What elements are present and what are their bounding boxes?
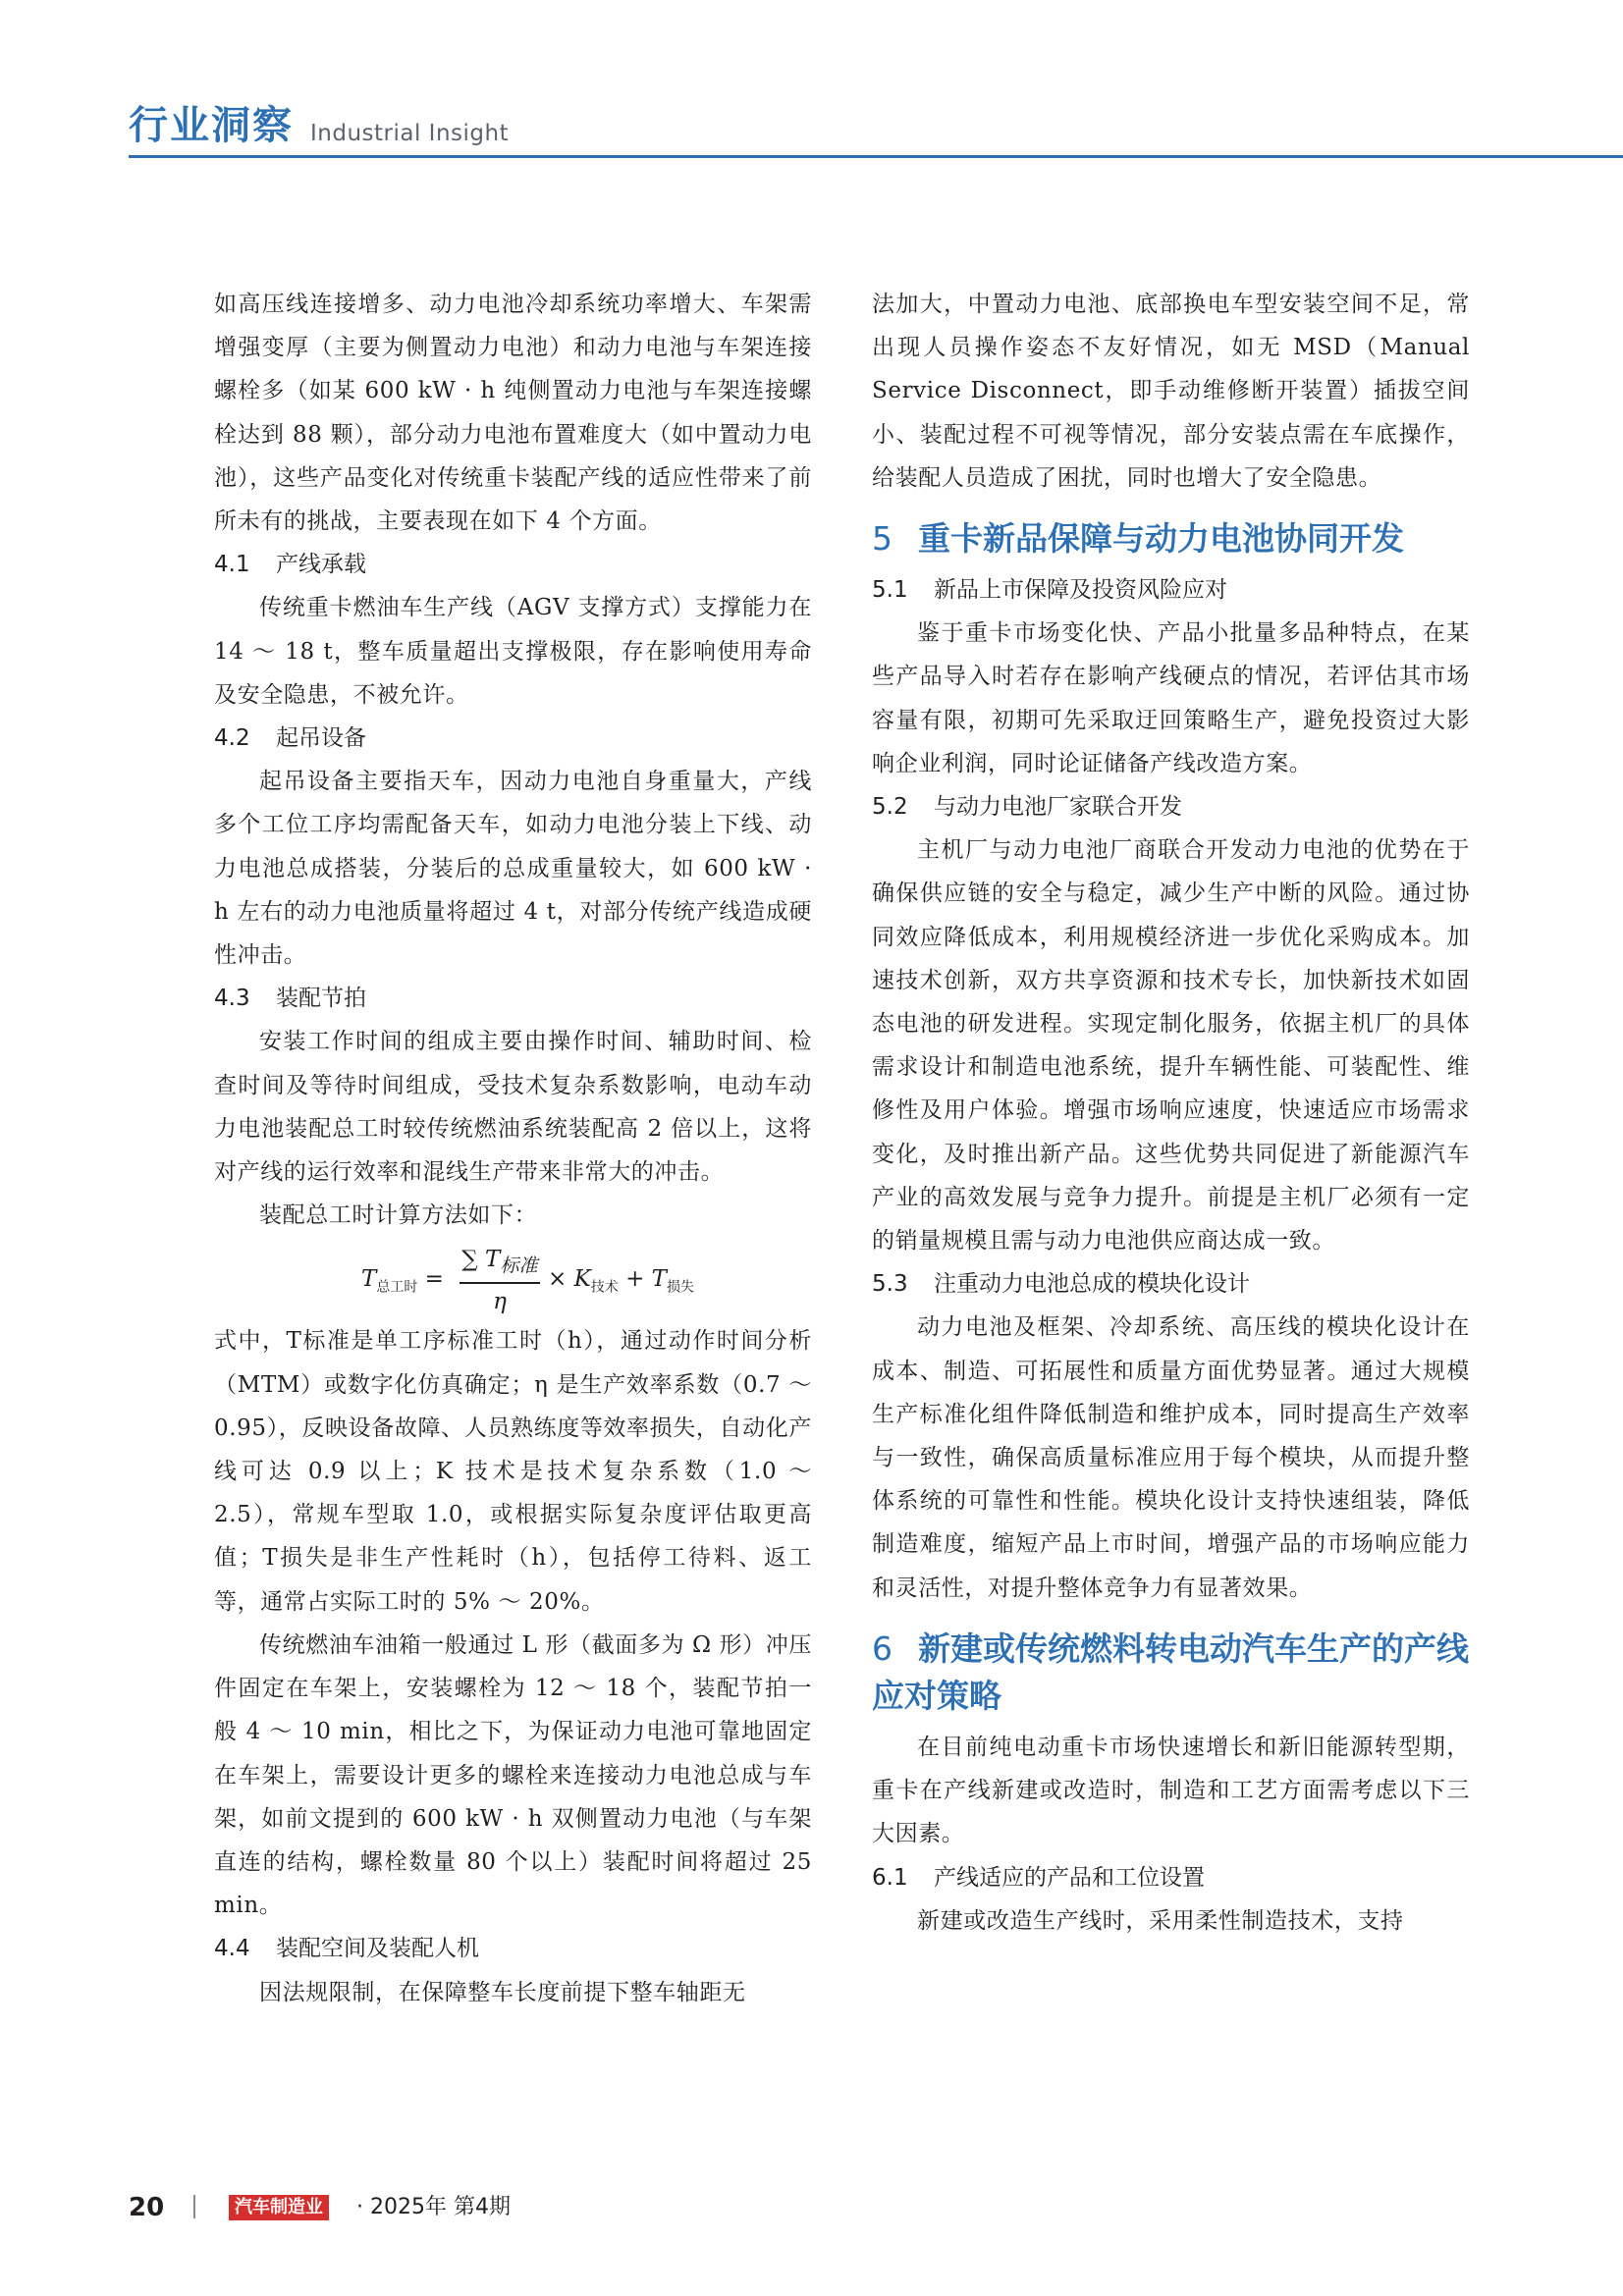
page-footer bbox=[129, 2193, 816, 2232]
paragraph: 安装工作时间的组成主要由操作时间、辅助时间、检查时间及等待时间组成，受技术复杂系数影响，电动车动力电池装配总工时较传统燃油系统装配高 2 倍以上，这将对产线的运行效率和混线生产带来非常大的冲击。 bbox=[214, 1029, 812, 1186]
subsection-heading-6-1 bbox=[872, 1856, 1470, 1899]
paragraph: 动力电池及框架、冷却系统、高压线的模块化设计在成本、制造、可拓展性和质量方面优势显著。通过大规模生产标准化组件降低制造和维护成本，同时提高生产效率与一致性，确保高质量标准应用于每个模块，从而提升整体系统的可靠性和性能。模块化设计支持快速组装，降低制造难度，缩短产品上市时间，增强产品的市场响应能力和灵活性，对提升整体竞争力有显著效果。 bbox=[872, 1314, 1470, 1601]
paragraph: 如高压线连接增多、动力电池冷却系统功率增大、车架需增强变厚（主要为侧置动力电池）和动力电池与车架连接螺栓多（如某 600 kW · h 纯侧置动力电池与车架连接螺栓达到 88 颗），部分动力电池布置难度大（如中置动力电池），这些产品变化对传统重卡装配产线的适应性带来了前所未有的挑战，主要表现在如下 4 个方面。 bbox=[214, 292, 812, 535]
subsection-title: 新品上市保障及投资风险应对 bbox=[934, 577, 1227, 604]
paragraph: 法加大，中置动力电池、底部换电车型安装空间不足，常出现人员操作姿态不友好情况，如无 MSD（Manual Service Disconnect，即手动维修断开装置）插拔空间小、装配过程不可视等情况，部分安装点需在车底操作，给装配人员造成了困扰，同时也增大了安全隐患。 bbox=[872, 292, 1470, 491]
formula-k-term: × K bbox=[548, 1266, 591, 1293]
total-time-formula bbox=[214, 1237, 812, 1319]
formula-k-subscript: 技术 bbox=[590, 1280, 619, 1297]
formula-loss-term: + T bbox=[625, 1266, 668, 1293]
paragraph: 鉴于重卡市场变化快、产品小批量多品种特点，在某些产品导入时若存在影响产线硬点的情况，若评估其市场容量有限，初期可先采取迂回策略生产，避免投资过大影响企业利润，同时论证储备产线改造方案。 bbox=[872, 620, 1470, 776]
journal-logo: 汽车制造业 bbox=[229, 2195, 329, 2220]
formula-fraction bbox=[460, 1245, 540, 1316]
section-title-en: Industrial Insight bbox=[310, 121, 510, 146]
subsection-heading-5-1 bbox=[872, 568, 1470, 612]
paragraph: 传统重卡燃油车生产线（AGV 支撑方式）支撑能力在 14 ～ 18 t，整车质量超出支撑极限，存在影响使用寿命及安全隐患，不被允许。 bbox=[214, 595, 812, 708]
subsection-heading-4-3 bbox=[214, 977, 812, 1020]
subsection-title: 产线适应的产品和工位设置 bbox=[934, 1864, 1205, 1891]
subsection-number: 5.1 bbox=[872, 577, 908, 604]
formula-numerator bbox=[460, 1245, 540, 1281]
subsection-title: 起吊设备 bbox=[276, 725, 366, 752]
formula-rest bbox=[548, 1266, 694, 1297]
paragraph: 起吊设备主要指天车，因动力电池自身重量大，产线多个工位工序均需配备天车，如动力电池分装上下线、动力电池总成搭装，分装后的总成重量较大，如 600 kW · h 左右的动力电池质量将超过 4 t，对部分传统产线造成硬性冲击。 bbox=[214, 769, 812, 969]
subsection-number: 4.3 bbox=[214, 986, 250, 1012]
subsection-title: 注重动力电池总成的模块化设计 bbox=[934, 1271, 1250, 1298]
subsection-heading-4-1 bbox=[214, 543, 812, 586]
formula-loss-subscript: 损失 bbox=[667, 1280, 695, 1297]
subsection-title: 装配空间及装配人机 bbox=[276, 1936, 479, 1962]
subsection-number: 6.1 bbox=[872, 1864, 908, 1891]
subsection-title: 产线承载 bbox=[276, 552, 366, 578]
paragraph: 主机厂与动力电池厂商联合开发动力电池的优势在于确保供应链的安全与稳定，减少生产中断的风险。通过协同效应降低成本，利用规模经济进一步优化采购成本。加速技术创新，双方共享资源和技术专长，加快新技术如固态电池的研发进程。实现定制化服务，依据主机厂的具体需求设计和制造电池系统，提升车辆性能、可装配性、维修性及用户体验。增强市场响应速度，快速适应市场需求变化，及时推出新产品。这些优势共同促进了新能源汽车产业的高效发展与竞争力提升。前提是主机厂必须有一定的销量规模且需与动力电池供应商达成一致。 bbox=[872, 837, 1470, 1255]
paragraph: 传统燃油车油箱一般通过 L 形（截面多为 Ω 形）冲压件固定在车架上，安装螺栓为 12 ～ 18 个，装配节拍一般 4 ～ 10 min，相比之下，为保证动力电池可靠地固定在车架上，需要设计更多的螺栓来连接动力电池总成与车架，如前文提到的 600 kW · h 双侧置动力电池（与车架直连的结构，螺栓数量 80 个以上）装配时间将超过 25 min。 bbox=[214, 1631, 812, 1919]
formula-fraction-bar bbox=[460, 1282, 540, 1284]
formula-numerator-subscript: 标准 bbox=[500, 1255, 538, 1278]
subsection-title: 装配节拍 bbox=[276, 986, 366, 1012]
section-number: 6 bbox=[872, 1629, 893, 1668]
issue-label: · 2025年 第4期 bbox=[356, 2195, 511, 2219]
paragraph: 式中，T标准是单工序标准工时（h），通过动作时间分析（MTM）或数字化仿真确定；η 是生产效率系数（0.7 ～ 0.95），反映设备故障、人员熟练度等效率损失，自动化产线可达 0.9 以上；K 技术是技术复杂系数（1.0 ～ 2.5），常规车型取 1.0，或根据实际复杂度评估取更高值；T损失是非生产性耗时（h），包括停工待料、返工等，通常占实际工时的 5% ～ 20%。 bbox=[214, 1328, 812, 1615]
formula-numerator-symbol: ∑ T bbox=[461, 1247, 501, 1273]
paragraph: 在目前纯电动重卡市场快速增长和新旧能源转型期，重卡在产线新建或改造时，制造和工艺方面需考虑以下三大因素。 bbox=[872, 1734, 1470, 1847]
paragraph: 新建或改造生产线时，采用柔性制造技术，支持 bbox=[917, 1907, 1404, 1934]
subsection-number: 4.2 bbox=[214, 725, 250, 752]
subsection-title: 与动力电池厂家联合开发 bbox=[934, 794, 1182, 821]
formula-denominator: η bbox=[493, 1289, 507, 1315]
paragraph: 因法规限制，在保障整车长度前提下整车轴距无 bbox=[259, 1979, 746, 2005]
subsection-number: 4.4 bbox=[214, 1936, 250, 1962]
paragraph: 装配总工时计算方法如下： bbox=[259, 1202, 538, 1229]
right-column bbox=[872, 283, 1470, 1943]
subsection-heading-4-2 bbox=[214, 717, 812, 760]
section-title: 行业洞察 bbox=[129, 103, 294, 148]
section-number: 5 bbox=[872, 519, 893, 559]
left-column bbox=[214, 283, 812, 2014]
section-heading-6 bbox=[872, 1626, 1470, 1720]
subsection-number: 5.3 bbox=[872, 1271, 908, 1298]
section-heading-5 bbox=[872, 515, 1470, 562]
formula-lhs bbox=[361, 1266, 444, 1297]
formula-lhs-subscript: 总工时 bbox=[376, 1280, 418, 1297]
subsection-number: 4.1 bbox=[214, 552, 250, 578]
page-number: 20 bbox=[129, 2193, 165, 2222]
subsection-heading-5-3 bbox=[872, 1262, 1470, 1306]
subsection-number: 5.2 bbox=[872, 794, 908, 821]
header-rule bbox=[129, 155, 1623, 158]
footer-divider bbox=[193, 2195, 195, 2218]
formula-lhs-symbol: T bbox=[361, 1266, 377, 1293]
section-heading-title: 重卡新品保障与动力电池协同开发 bbox=[918, 519, 1404, 559]
subsection-heading-5-2 bbox=[872, 785, 1470, 828]
subsection-heading-4-4 bbox=[214, 1927, 812, 1970]
section-heading-title: 新建或传统燃料转电动汽车生产的产线应对策略 bbox=[872, 1629, 1469, 1715]
formula-equals: = bbox=[424, 1266, 444, 1293]
